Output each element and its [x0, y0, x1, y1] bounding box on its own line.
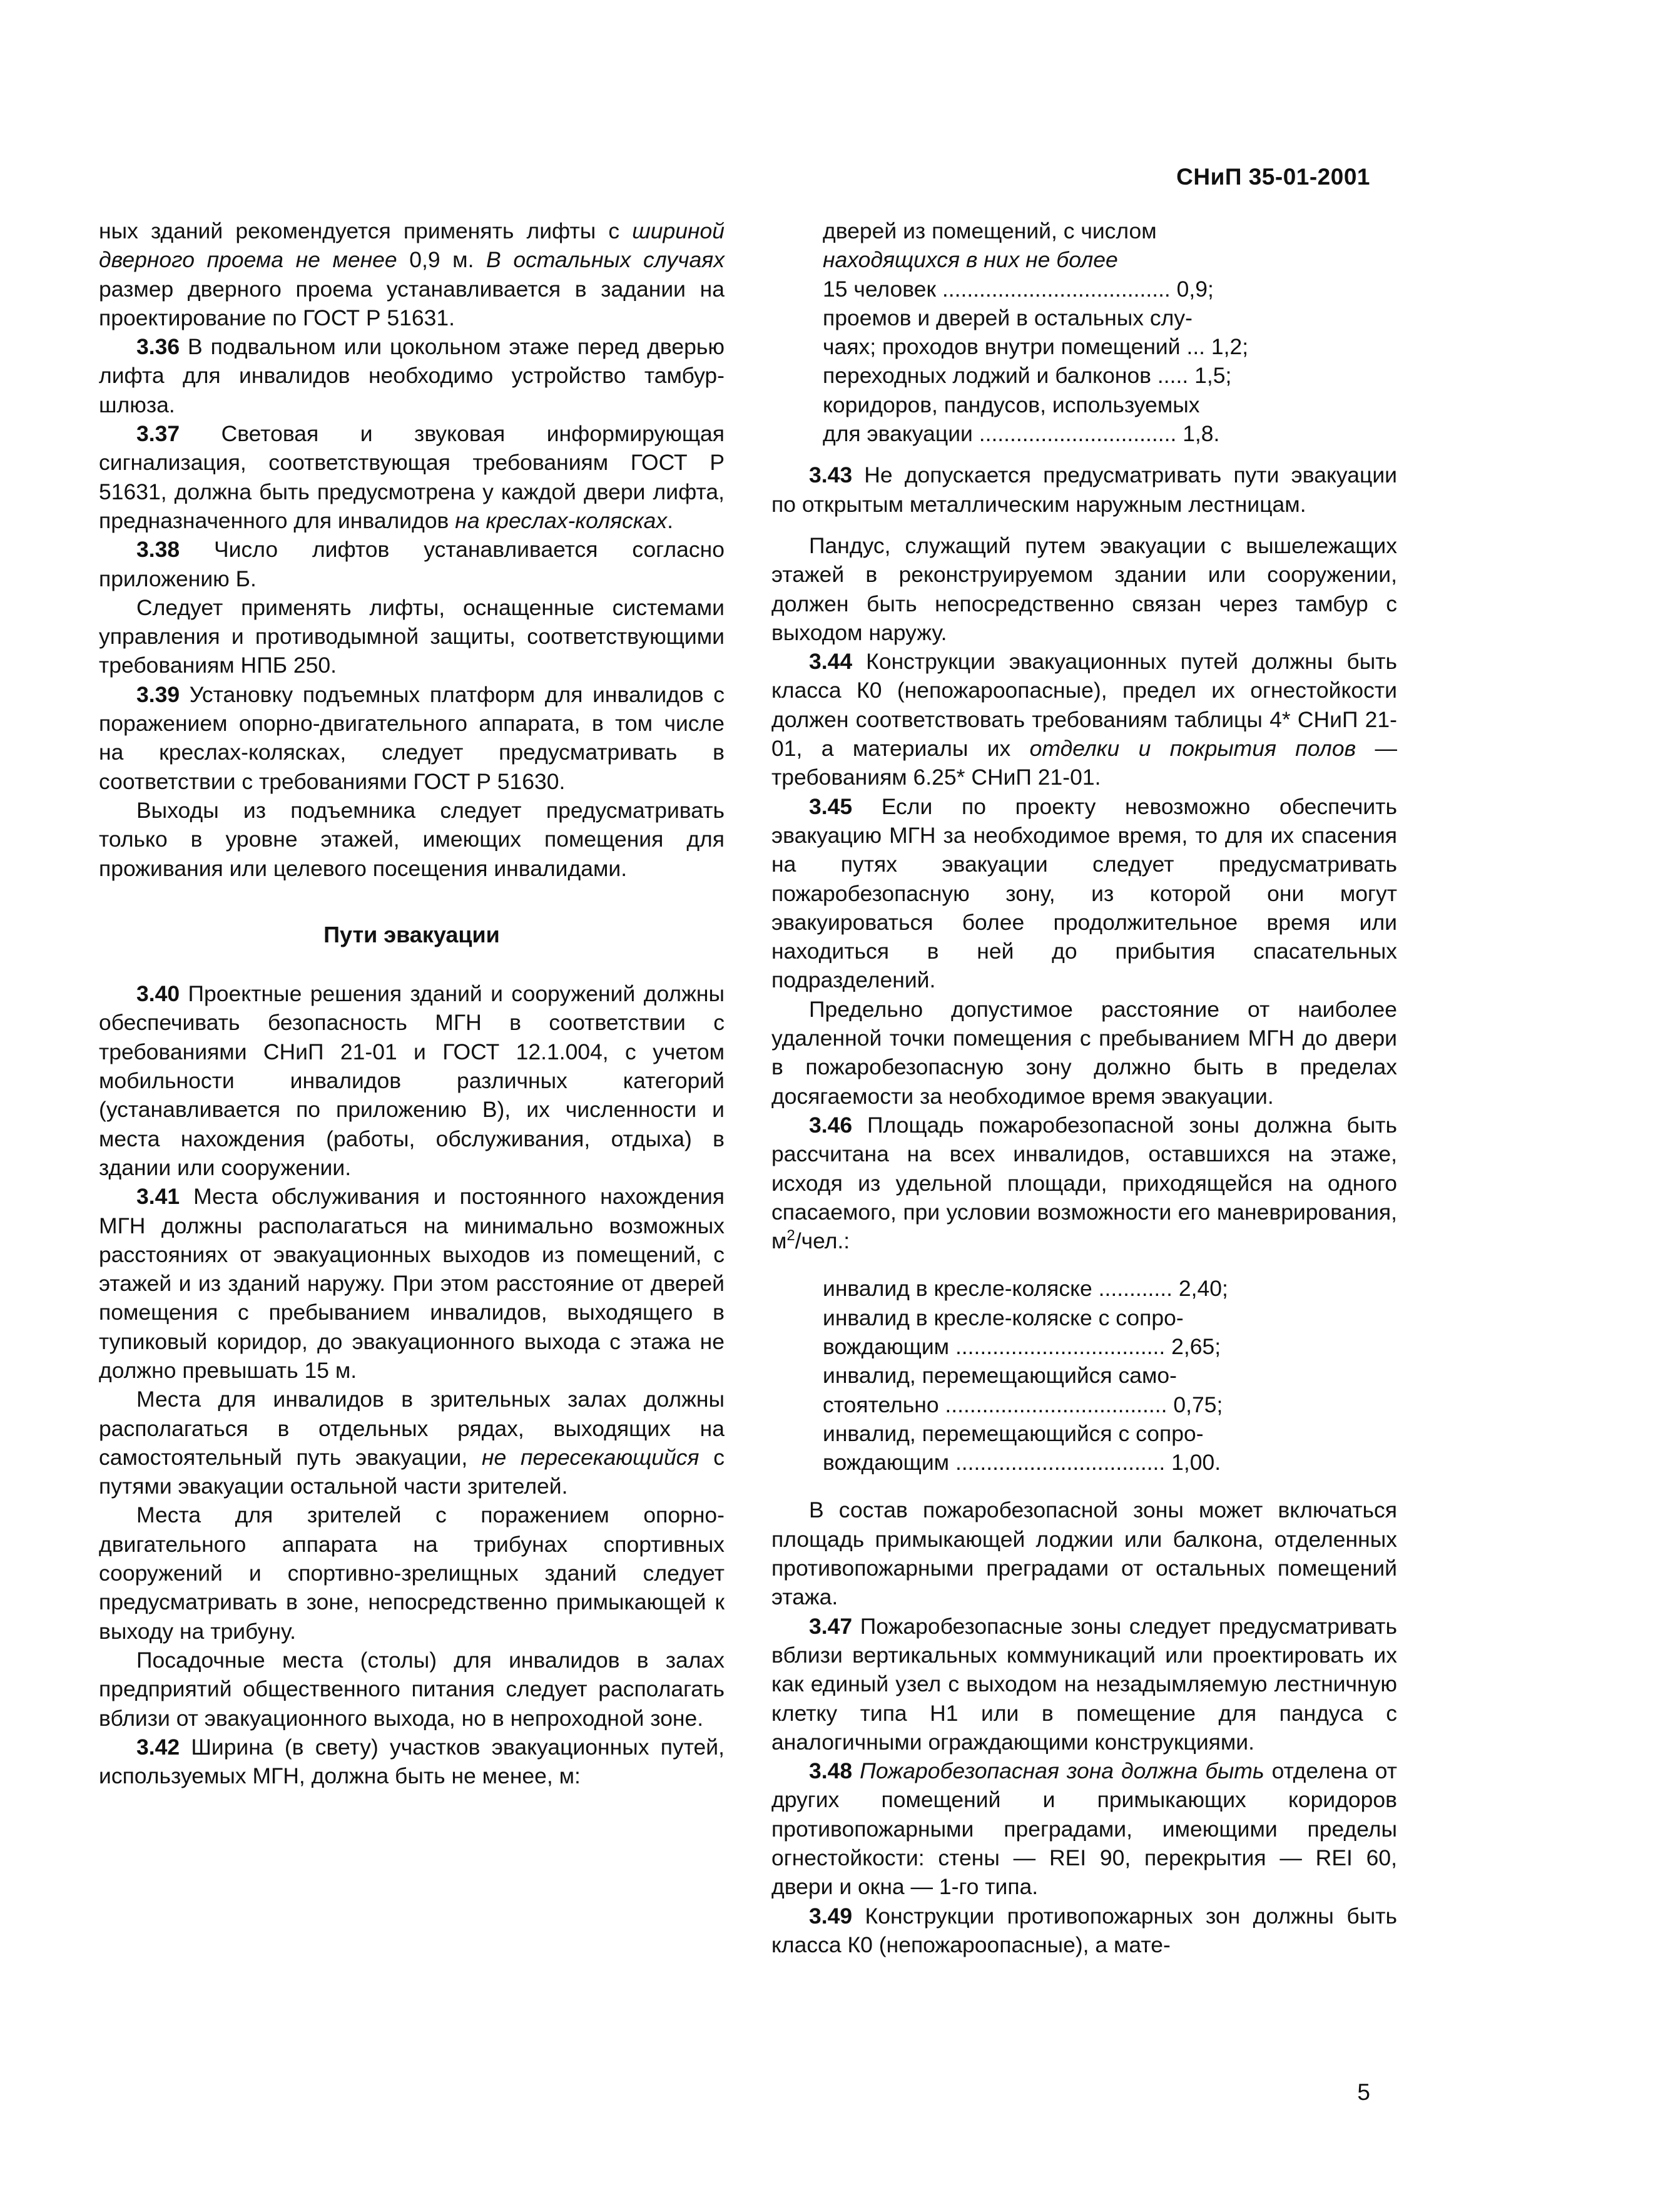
paragraph-3-40: 3.40 Проектные решения зданий и сооружений должны обеспечивать безопасность МГН в соответствии с требованиями СНиП 21-01 и ГОСТ 12.1.004, с учетом мобильности инвалидов различных категорий (устанавливается по приложению В), их численности и места нахождения (работы, обслуживания, отдыха) в здании или сооружении. — [99, 981, 725, 1180]
list-item: для эвакуации ................................ 1,8. — [823, 421, 1220, 447]
list-item: чаях; проходов внутри помещений ... 1,2; — [823, 334, 1249, 360]
right-column — [771, 217, 1397, 1959]
list-item: коридоров, пандусов, используемых — [823, 392, 1200, 417]
list-item: дверей из помещений, с числом — [823, 218, 1157, 243]
paragraph-3-48: 3.48 Пожаробезопасная зона должна быть отделена от других помещений и примыкающих коридоров противопожарными преградами, имеющими пределы огнестойкости: стены — REI 90, перекрытия — REI 60, двери и окна — 1-го типа. — [771, 1758, 1397, 1900]
paragraph-3-44: 3.44 Конструкции эвакуационных путей должны быть класса К0 (непожароопасные), предел их огнестойкости должен соответствовать требованиям таблицы 4* СНиП 21-01, а материалы их отделки и покрытия полов — требованиям 6.25* СНиП 21-01. — [771, 649, 1397, 790]
paragraph-3-47: 3.47 Пожаробезопасные зоны следует предусматривать вблизи вертикальных коммуникаций или проектировать их как единый узел с выходом на незадымляемую лестничную клетку типа Н1 или в помещение для пандуса с аналогичными ограждающими конструкциями. — [771, 1613, 1397, 1755]
paragraph-3-37: 3.37 Световая и звуковая информирующая сигнализация, соответствующая требованиям ГОСТ Р 51631, должна быть предусмотрена у каждой двери лифта, предназначенного для инвалидов на креслах-колясках. — [99, 421, 725, 533]
list-item: вождающим .................................. 2,65; — [823, 1333, 1221, 1359]
list-item: инвалид, перемещающийся с сопро- — [823, 1420, 1204, 1446]
list-item: вождающим .................................. 1,00. — [823, 1450, 1221, 1476]
paragraph-3-45: 3.45 Если по проекту невозможно обеспечить эвакуацию МГН за необходимое время, то для их спасения на путях эвакуации следует предусматривать пожаробезопасную зону, из которой они могут эвакуироваться более продолжительное время или находиться в ней до прибытия спасательных подразделений. — [771, 793, 1397, 993]
paragraph-3-45-b: Предельно допустимое расстояние от наиболее удаленной точки помещения с пребыванием МГН до двери в пожаробезопасную зону должно быть в пределах досягаемости за необходимое время эвакуации. — [771, 996, 1397, 1109]
list-item: переходных лоджий и балконов ..... 1,5; — [823, 363, 1232, 389]
paragraph-3-43-b: Пандус, служащий путем эвакуации с вышележащих этажей в реконструируемом здании или сооружении, должен быть непосредственно связан через тамбур с выходом наружу. — [771, 533, 1397, 645]
paragraph-3-46: 3.46 Площадь пожаробезопасной зоны должна быть рассчитана на всех инвалидов, оставшихся на этаже, исходя из удельной площади, приходящейся на одного спасаемого, при условии возможности его маневрирования, $м^2$/чел.: — [771, 1112, 1397, 1254]
paragraph-3-38-b: Следует применять лифты, оснащенные системами управления и противодымной защиты, соответствующими требованиям НПБ 250. — [99, 594, 725, 678]
paragraph-3-41-b: Места для инвалидов в зрительных залах должны располагаться в отдельных рядах, выходящих на самостоятельный путь эвакуации, не пересекающийся с путями эвакуации остальной части зрителей. — [99, 1387, 725, 1499]
list-item: инвалид в кресле-коляске ............ 2,40; — [823, 1276, 1228, 1302]
list-item: стоятельно .................................... 0,75; — [823, 1392, 1223, 1417]
list-item: находящихся в них не более — [823, 247, 1118, 273]
page-number: 5 — [1357, 2079, 1370, 2105]
section-heading: Пути эвакуации — [323, 921, 500, 947]
paragraph-3-42: 3.42 Ширина (в свету) участков эвакуационных путей, используемых МГН, должна быть не менее, м: — [99, 1734, 725, 1789]
page-header-code: СНиП 35-01-2001 — [1176, 164, 1370, 190]
paragraph-3-49: 3.49 Конструкции противопожарных зон должны быть класса К0 (непожароопасные), а мате- — [771, 1903, 1397, 1957]
paragraph-3-36: 3.36 В подвальном или цокольном этаже перед дверью лифта для инвалидов необходимо устройство тамбур-шлюза. — [99, 334, 725, 417]
paragraph-3-39-b: Выходы из подъемника следует предусматривать только в уровне этажей, имеющих помещения для проживания или целевого посещения инвалидами. — [99, 797, 725, 881]
paragraph-3-38: 3.38 Число лифтов устанавливается согласно приложению Б. — [99, 537, 725, 591]
left-column — [99, 217, 725, 1790]
paragraph-3-39: 3.39 Установку подъемных платформ для инвалидов с поражением опорно-двигательного аппарата, в том числе на креслах-колясках, следует предусматривать в соответствии с требованиями ГОСТ Р 51630. — [99, 681, 725, 794]
list-item: инвалид, перемещающийся само- — [823, 1363, 1177, 1389]
paragraph-3-43: 3.43 Не допускается предусматривать пути эвакуации по открытым металлическим наружным лестницам. — [771, 462, 1397, 517]
list-item: 15 человек ..................................... 0,9; — [823, 276, 1214, 302]
width-list — [771, 217, 1397, 448]
paragraph-3-41: 3.41 Места обслуживания и постоянного нахождения МГН должны располагаться на минимально возможных расстояниях от эвакуационных выходов из помещений, с этажей и из зданий наружу. При этом расстояние от дверей помещения с пребыванием инвалидов, выходящего в тупиковый коридор, до эвакуационного выхода с этажа не должно превышать 15 м. — [99, 1184, 725, 1383]
area-list — [771, 1274, 1397, 1477]
paragraph-3-41-c: Места для зрителей с поражением опорно-двигательного аппарата на трибунах спортивных сооружений и спортивно-зрелищных зданий следует предусматривать в зоне, непосредственно примыкающей к выходу на трибуну. — [99, 1502, 725, 1644]
list-item: инвалид в кресле-коляске с сопро- — [823, 1305, 1184, 1330]
paragraph-3-46-b: В состав пожаробезопасной зоны может включаться площадь примыкающей лоджии или балкона, отделенных противопожарными преградами от остальных помещений этажа. — [771, 1497, 1397, 1610]
paragraph-3-41-d: Посадочные места (столы) для инвалидов в залах предприятий общественного питания следует располагать вблизи от эвакуационного выхода, но в непроходной зоне. — [99, 1647, 725, 1731]
paragraph-continuation: ных зданий рекомендуется применять лифты с шириной дверного проема не менее 0,9 м. В остальных случаях размер дверного проема устанавливается в задании на проектирование по ГОСТ Р 51631. — [99, 218, 725, 330]
list-item: проемов и дверей в остальных слу- — [823, 305, 1193, 330]
